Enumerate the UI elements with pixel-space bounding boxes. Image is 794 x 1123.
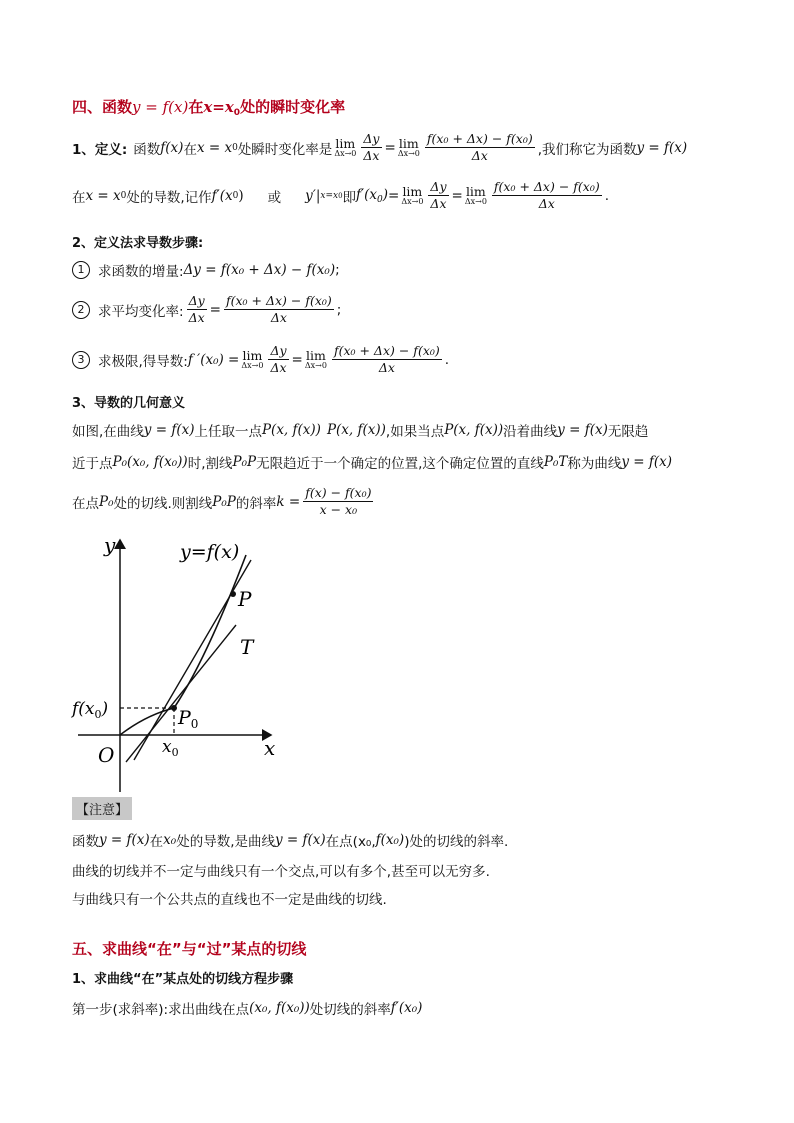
math-k: k = [276,493,301,510]
heading-text: 在 [188,98,204,116]
fx0-label: $f(x_0)$ [72,699,109,721]
math-yfx: y = f(x) [143,422,195,438]
definition-label: 1、定义: [72,141,128,158]
text: 在 [149,834,164,850]
text: ; [336,301,342,318]
math-yfx: y = f(x) [621,454,673,470]
note-line-3: 与曲线只有一个公共点的直线也不一定是曲线的切线. [72,892,387,908]
math-fprime: f ′(x₀) = [187,351,240,368]
math-x-eq: x = x [85,187,121,204]
limit-operator: lim Δx→0 [304,347,327,371]
step-2-number: 2 [72,301,90,319]
text: 时,割线 [187,456,233,472]
step-3: 3 求极限,得导数: f ′(x₀) = lim Δx→0 $\frac{\Delta y}{\Delta x}$ = lim Δx→0 $\frac{\text{f(x₀ + Δx) − f(x₀)}}{\Delta x}$ . [72,344,449,376]
math-yfx: y = f(x) [557,422,608,438]
math-point-p: P(x, f(x)) [326,422,386,438]
geometry-paragraph-line-2 [72,452,672,472]
step-2: 2 求平均变化率: $\frac{\Delta y}{\Delta x}$ = $\frac{\text{f(x₀ + Δx) − f(x₀)}}{\Delta x}$ ; [72,294,341,326]
heading-func: y = f(x) [132,98,189,116]
fraction-difference-quotient: $\frac{\text{f(x₀ + Δx) − f(x₀)}}{\Delta x}$ [225,293,332,326]
math-yfx: y = f(x) [99,832,150,848]
note-line-2: 曲线的切线并不一定与曲线只有一个交点,可以有多个,甚至可以无穷多. [72,864,490,880]
fraction-slope: $\frac{\text{f(x) − f(x₀)}}{\text{x − x₀}}$ [305,485,372,518]
math-p0: P₀ [99,493,114,510]
text: 第一步(求斜率):求出曲线在点 [72,1002,250,1018]
math-secant: P₀P [232,454,257,470]
math-point-p: P(x, f(x)) [261,422,321,438]
note-line-1 [72,830,508,850]
text: 求极限,得导数: [98,353,188,370]
text: 处的切线.则割线 [113,495,213,512]
section-5-heading: 五、求曲线“在”与“过”某点的切线 [72,940,307,958]
text-ji: 即 [342,189,357,206]
math-x-eq: x = x [196,139,233,156]
heading-sub: 0 [233,108,241,118]
text: )处的切线的斜率. [404,834,509,850]
text: 称为曲线 [567,456,622,472]
subsection-2-title: 2、定义法求导数步骤: [72,236,204,251]
math-secant: P₀P [212,493,236,510]
math-fprime: f′(x [211,187,233,204]
text: 如图,在曲线 [72,424,144,440]
text: 求平均变化率: [98,303,184,320]
text: ,我们称它为函数 [537,141,637,158]
math-yfx: y = f(x) [636,139,688,156]
point-p0 [171,705,177,711]
fraction-difference-quotient: $\frac{\text{f(x₀ + Δx) − f(x₀)}}{\Delta x}$ [333,343,440,376]
text: 在点 [72,495,99,512]
math-yfx: y = f(x) [275,832,326,848]
text: 近于点 [72,456,113,472]
limit-operator: lim Δx→0 [397,135,420,159]
x-axis-label: x [264,736,276,760]
text: 的斜率 [235,495,277,512]
p-label: P [238,587,252,611]
math-delta-y: Δy = f(x₀ + Δx) − f(x₀) [183,262,336,278]
text: 处切线的斜率 [309,1002,391,1018]
point-p [230,591,236,597]
text: ,如果当点 [385,424,445,440]
heading-x: x=x [203,98,234,116]
limit-operator: lim Δx→0 [241,347,264,371]
fraction-dy-dx: $\frac{\Delta y}{\Delta x}$ [430,179,447,212]
tangent-line [126,625,236,762]
section-4-heading [72,96,345,118]
y-axis-label: y [104,533,116,557]
fraction-dy-dx: $\frac{\Delta y}{\Delta x}$ [188,293,205,326]
definition-line-2: 在 x = x 0 处的导数,记作 f′(x 0 ) 或 y′| x=x 0 即 $f'(x_0)$ = lim Δx→0 $\frac{\Delta y}{\Delta x}$ = lim Δx→0 $\frac{\text{f(x₀ + Δx) − f(x₀)}}{\Delta x}$ . [72,179,610,212]
subsection-5-1-title: 1、求曲线“在”某点处的切线方程步骤 [72,972,294,987]
fraction-difference-quotient: $\frac{\text{f(x₀ + Δx) − f(x₀)}}{\Delta x}$ [493,179,600,212]
math-yprime: y′| [305,187,321,204]
text: ; [335,262,340,278]
text: 函数 [133,141,161,158]
text: 处的导数,记作 [126,189,212,206]
heading-text: 处的瞬时变化率 [240,98,346,116]
math-fprime: f′(x₀) [390,1000,423,1016]
math-fx: f(x) [160,139,184,156]
math-point: (x₀, f(x₀)) [249,1000,310,1016]
text: 无限趋 [607,424,649,440]
subsection-3-title: 3、导数的几何意义 [72,396,186,411]
text: 求函数的增量: [98,264,184,280]
math-tangent: P₀T [543,454,568,470]
p0-label: $P_0$ [178,707,199,731]
text: 函数 [72,834,99,850]
origin-label: O [98,743,115,767]
note-tag: 【注意】 [72,797,132,820]
limit-operator: lim Δx→0 [401,183,424,207]
x0-label: $x_0$ [162,737,179,759]
text: 无限趋近于一个确定的位置,这个确定位置的直线 [256,456,544,472]
fraction-difference-quotient: $\frac{\text{f(x₀ + Δx) − f(x₀)}}{\Delta x}$ [426,131,533,164]
text: 在 [183,141,197,158]
text: 在点(x₀, [325,834,376,850]
t-label: T [240,635,254,659]
text: . [444,351,450,368]
limit-operator: lim Δx→0 [334,135,357,159]
math-x0: x₀ [163,832,177,848]
fraction-dy-dx: $\frac{\Delta y}{\Delta x}$ [270,343,287,376]
limit-operator: lim Δx→0 [464,183,487,207]
section-5-step-1 [72,998,422,1018]
text: . [604,187,610,204]
step-1-number: 1 [72,261,90,279]
math-fx0: f(x₀) [375,832,405,848]
text: 上任取一点 [194,424,262,440]
math-point-p0: P₀(x₀, f(x₀)) [112,454,188,470]
text: 在 [72,189,86,206]
geometry-paragraph-line-1 [72,420,648,440]
geometry-paragraph-line-3 [72,486,376,518]
definition-line-1: 1、定义: 函数 f(x) 在 x = x 0 处瞬时变化率是 lim Δx→0 $\frac{\Delta y}{\Delta x}$ = lim Δx→0 $\frac{\text{f(x₀ + Δx) − f(x₀)}}{\Delta x}$ ,我们称它为函数 y = f(x) [72,131,688,164]
math-point-p: P(x, f(x)) [444,422,504,438]
text: 沿着曲线 [503,424,558,440]
step-1 [72,260,340,280]
math-yprime-sub: x=x [320,190,339,201]
fraction-dy-dx: $\frac{\Delta y}{\Delta x}$ [363,131,380,164]
text: 处的导数,是曲线 [176,834,275,850]
curve-label: y=f(x) [180,541,240,563]
heading-text: 四、函数 [72,98,133,116]
step-3-number: 3 [72,351,90,369]
text-or: 或 [267,189,282,206]
tangent-figure [66,530,296,795]
text: 处瞬时变化率是 [237,141,333,158]
